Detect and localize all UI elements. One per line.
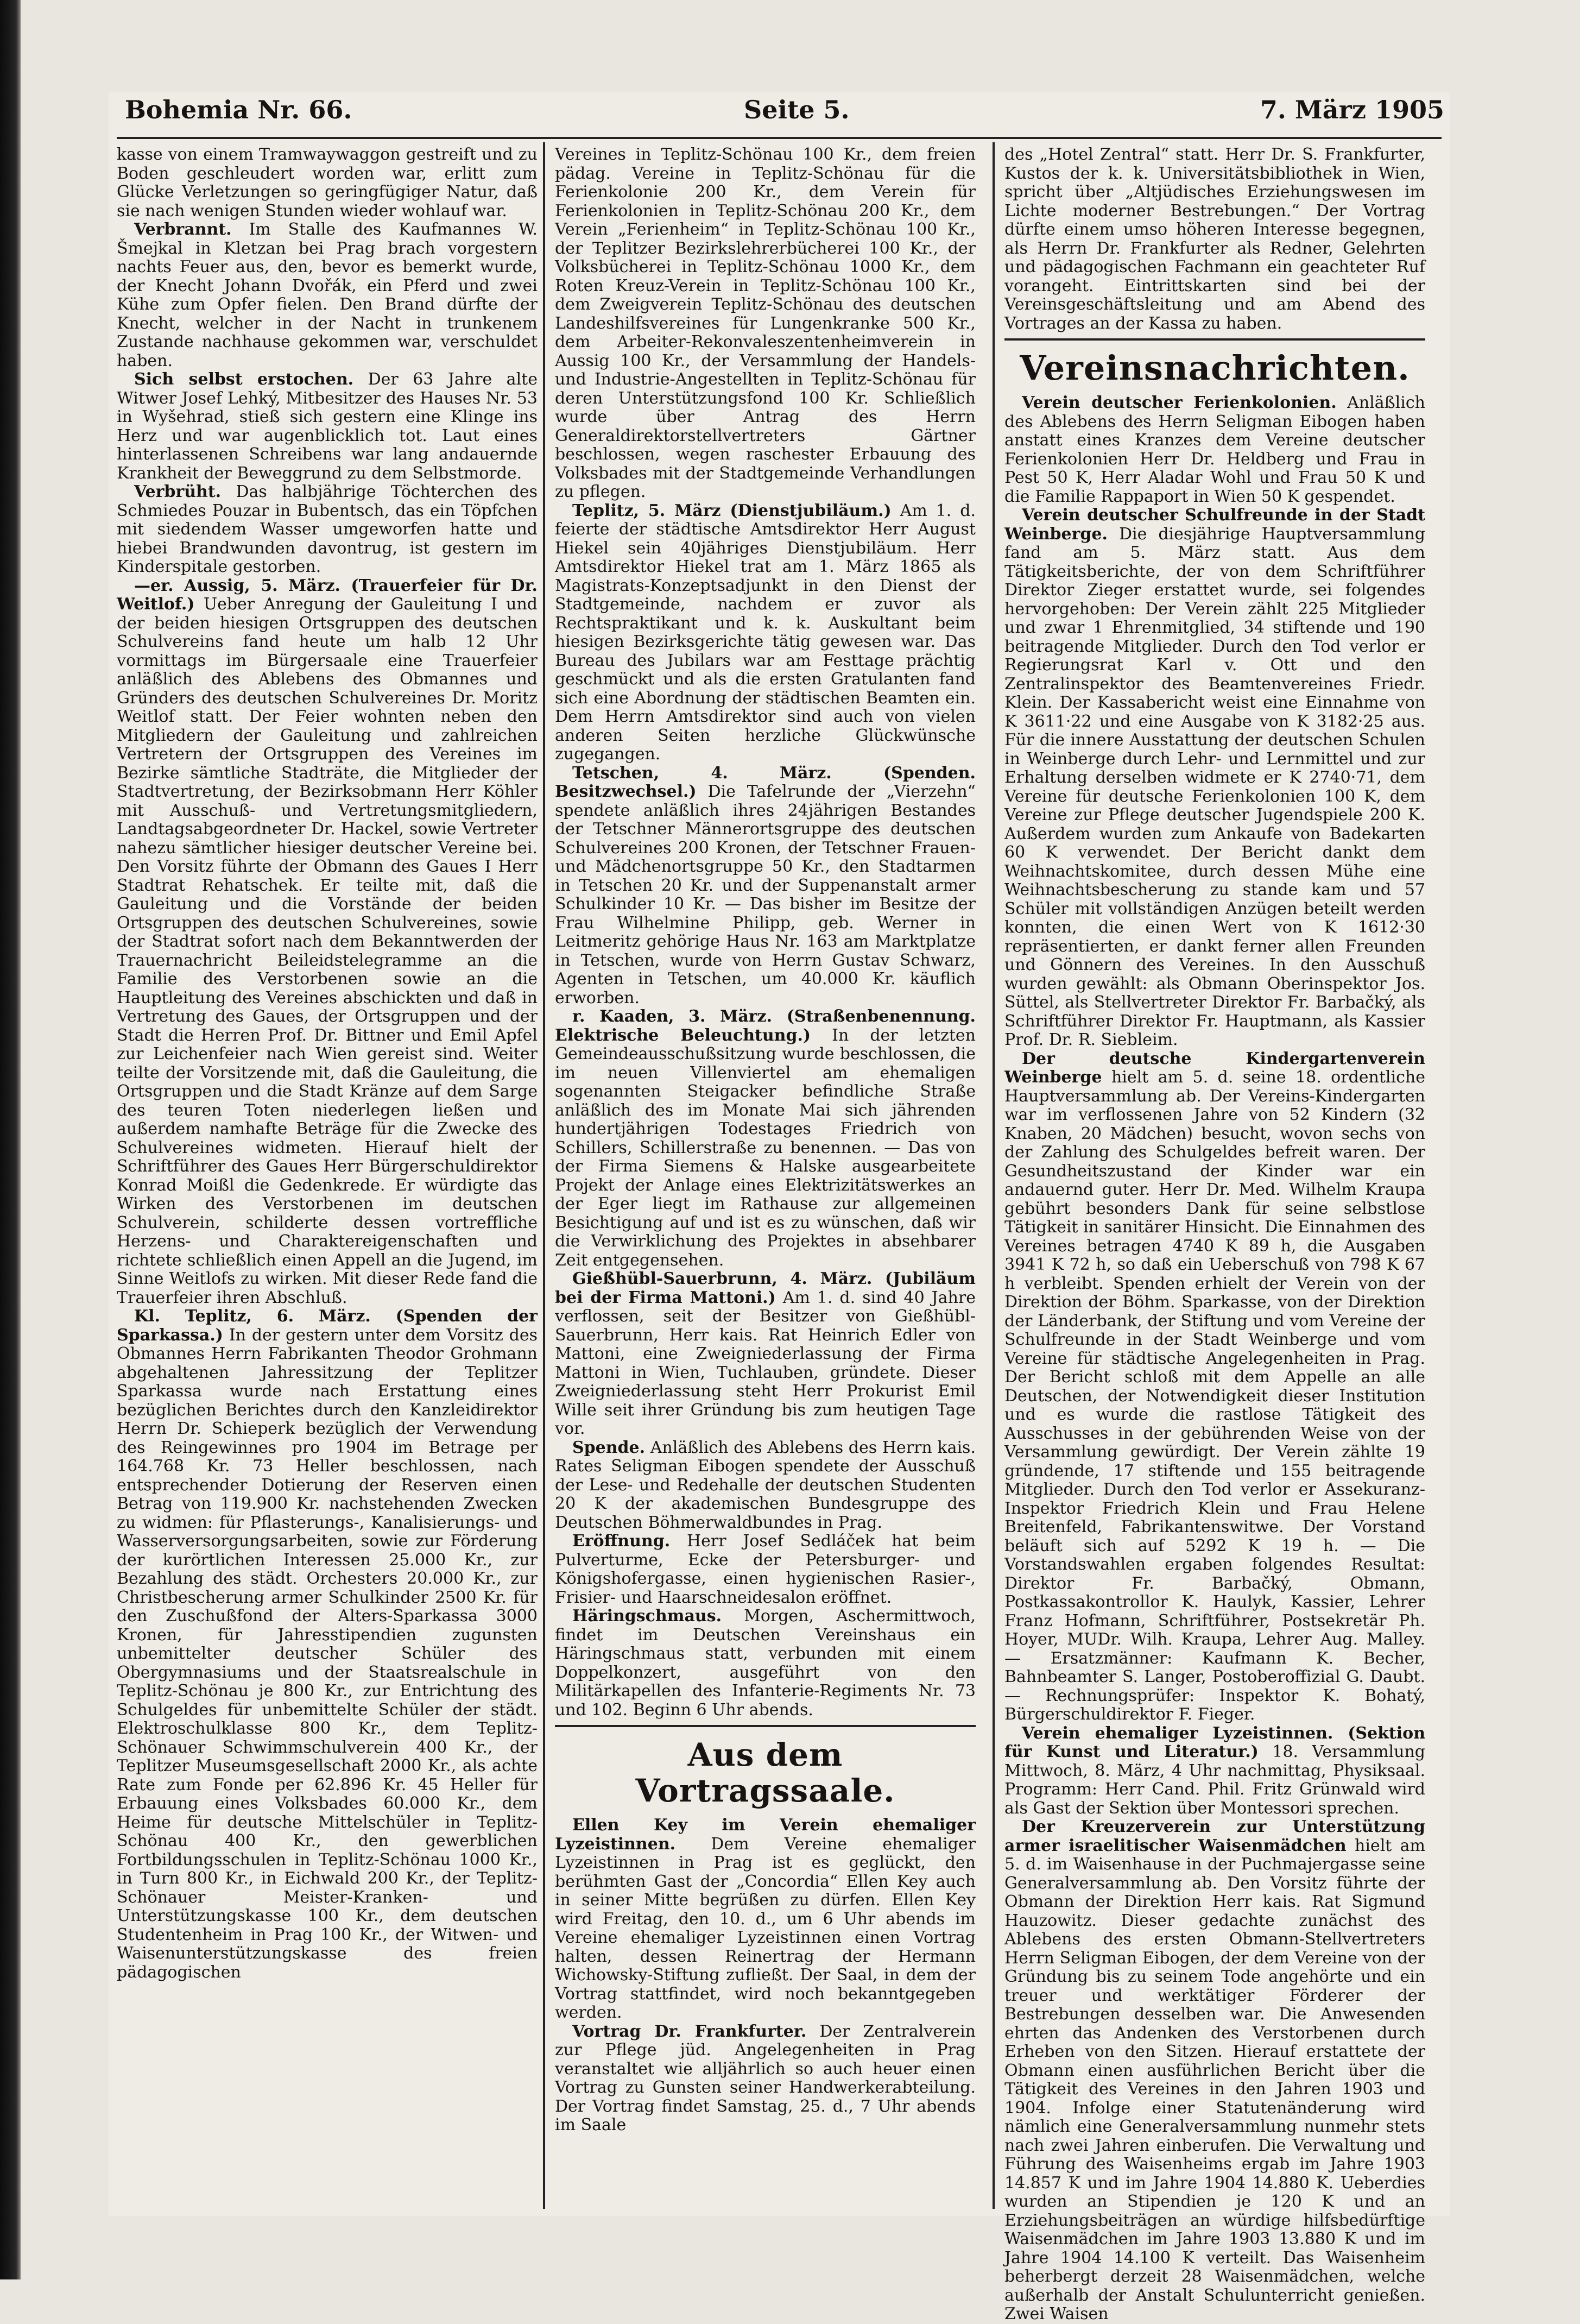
article-heading: Verein deutscher Ferienkolonien. bbox=[1022, 393, 1337, 412]
page-number: Seite 5. bbox=[744, 95, 850, 124]
article-paragraph bbox=[1004, 1818, 1425, 2324]
article-text: Anläßlich des Ablebens des Herrn Seligman Eibogen haben anstatt eines Kranzes dem Vereine deutscher Ferienkolonien Herr Dr. Heldberg und Frau in Pest 50 K, Herr Aladar Wohl und Frau 50 K und die Familie Rappaport in Wien 50 K gespendet. bbox=[1004, 393, 1425, 506]
article-text: Am 1. d. sind 40 Jahre verflossen, seit der Besitzer von Gießhübl-Sauerbrunn, Herr kais. Rat Heinrich Edler von Mattoni, eine Zweigniederlassung der Firma Mattoni in Wien, Tuchlauben, gründete. Dieser Zweigniederlassung steht Herr Prokurist Emil Wille seit ihrer Gründung bis zum heutigen Tage vor. bbox=[555, 1288, 976, 1438]
article-paragraph bbox=[555, 1607, 976, 1720]
article-text: Das halbjährige Töchterchen des Schmiedes Pouzar in Bubentsch, das ein Töpfchen mit siedendem Wasser umgeworfen hatte und hiebei Brandwunden davontrug, ist gestern im Kinderspitale gestorben. bbox=[117, 482, 538, 576]
article-text: Der 63 Jahre alte Witwer Josef Lehký, Mitbesitzer des Hauses Nr. 53 in Wyšehrad, stieß sich gestern eine Klinge ins Herz und war augenblicklich tot. Laut eines hinterlassenen Schreibens war lang andauernde Krankheit der Beweggrund zu dem Selbstmorde. bbox=[117, 370, 538, 483]
article-heading: Sich selbst erstochen. bbox=[134, 370, 354, 389]
article-heading: Verbrannt. bbox=[134, 220, 232, 239]
article-text: Anläßlich des Ablebens des Herrn kais. Rates Seligman Eibogen spendete der Ausschuß der Lese- und Redehalle der deutschen Studenten 20 K der akademischen Bundesgruppe des Deutschen Böhmerwaldbundes in Prag. bbox=[555, 1438, 976, 1532]
article-text: 18. Versammlung Mittwoch, 8. März, 4 Uhr nachmittag, Physiksaal. Programm: Herr Cand. Phil. Fritz Grünwald wird als Gast der Sektion über Montessori sprechen. bbox=[1004, 1742, 1425, 1818]
article-paragraph bbox=[1004, 1724, 1425, 1818]
article-text: Die diesjährige Hauptversammlung fand am 5. März statt. Aus dem Tätigkeitsberichte, der von dem Schriftführer Direktor Zieger erstattet wurde, sei folgendes hervorgehoben: Der Verein zählt 225 Mitglieder und zwar 1 Ehrenmitglied, 34 stiftende und 190 beitragende Mitglieder. Durch den Tod verlor er Regierungsrat Karl v. Ott und den Zentralinspektor des Beamtenvereines Friedr. Klein. Der Kassabericht weist eine Einnahme von K 3611·22 und eine Ausgabe von K 3182·25 aus. Für die innere Ausstattung der deutschen Schulen in Weinberge durch Lehr- und Lernmittel und zur Erhaltung derselben widmete er K 2740·71, dem Vereine für deutsche Ferienkolonien 100 K, dem Vereine zur Pflege deutscher Jugendspiele 200 K. Außerdem wurden zum Ankaufe von Badekarten 60 K verwendet. Der Bericht dankt dem Weihnachtskomitee, durch dessen Mühe eine Weihnachtsbescherung zu stande kam und 57 Schüler mit vollständigen Anzügen beteilt werden konnten, die einen Wert von K 1612·30 repräsentierten, er dankt ferner allen Freunden und Gönnern des Vereines. In den Ausschuß wurden gewählt: als Obmann Oberinspektor Jos. Süttel, als Stellvertreter Direktor Fr. Barbačký, als Schriftführer Direktor Fr. Hauptmann, als Kassier Prof. Dr. R. Siebleim. bbox=[1004, 524, 1425, 1049]
article-heading: Verbrüht. bbox=[134, 482, 222, 501]
article-heading: —er. Aussig, 5. März. (Trauerfeier für Dr. Weitlof.) bbox=[117, 576, 538, 614]
article-heading: r. Kaaden, 3. März. (Straßenbenennung. Elektrische Beleuchtung.) bbox=[555, 1007, 976, 1045]
article-paragraph bbox=[555, 2023, 976, 2135]
article-heading: Der Kreuzerverein zur Unterstützung armer israelitischer Waisenmädchen bbox=[1004, 1817, 1425, 1855]
article-paragraph bbox=[1004, 394, 1425, 506]
article-paragraph bbox=[555, 764, 976, 1008]
article-paragraph bbox=[555, 1816, 976, 2023]
column-divider-1 bbox=[543, 142, 545, 2209]
article-text: Dem Vereine ehemaliger Lyzeistinnen in Prag ist es geglückt, den berühmten Gast der „Concordia“ Ellen Key auch in seiner Mitte begrüßen zu dürfen. Ellen Key wird Freitag, den 10. d., um 6 Uhr abends im Vereine ehemaliger Lyzeistinnen einen Vortrag halten, dessen Reinertrag der Hermann Wichowsky-Stiftung zufließt. Der Saal, in dem der Vortrag stattfindet, wird noch bekanntgegeben werden. bbox=[555, 1834, 976, 2022]
column-1 bbox=[117, 146, 538, 2209]
article-paragraph bbox=[117, 146, 538, 221]
article-paragraph bbox=[117, 221, 538, 370]
column-divider-2 bbox=[993, 142, 995, 2209]
article-heading: Verein deutscher Schulfreunde in der Stadt Weinberge. bbox=[1004, 506, 1425, 544]
article-paragraph bbox=[1004, 506, 1425, 1050]
header-rule bbox=[117, 137, 1442, 139]
article-text: Der Zentralverein zur Pflege jüd. Angelegenheiten in Prag veranstaltet wie alljährlich so auch heuer einen Vortrag zu Gunsten seiner Handwerkerabteilung. Der Vortrag findet Samstag, 25. d., 7 Uhr abends im Saale bbox=[555, 2021, 976, 2134]
article-paragraph bbox=[555, 1532, 976, 1607]
article-text: hielt am 5. d. im Waisenhause in der Puchmajergasse seine Generalversammlung ab. Den Vorsitz führte der Obmann der Direktion Herr kais. Rat Sigmund Hauzowitz. Dieser gedachte zunächst des Ablebens des ersten Obmann-Stellvertreters Herrn Seligman Eibogen, der dem Vereine von der Gründung bis zu seinem Tode angehörte und ein treuer und werktätiger Förderer der Bestrebungen desselben war. Die Anwesenden ehrten das Andenken des Verstorbenen durch Erheben von den Sitzen. Hierauf erstattete der Obmann einen ausführlichen Bericht über die Tätigkeit des Vereines in den Jahren 1903 und 1904. Infolge einer Statutenänderung wird nämlich eine Generalversammlung nunmehr stets nach zwei Jahren einberufen. Die Verwaltung und Führung des Waisenheims ergab im Jahre 1903 14.857 K und im Jahre 1904 14.880 K. Ueberdies wurden an Stipendien je 120 K und an Erziehungsbeiträgen an würdige hilfsbedürftige Waisenmädchen im Jahre 1903 13.880 K und im Jahre 1904 14.100 K verteilt. Das Waisenheim beherbergt derzeit 28 Waisenmädchen, welche außerhalb der Anstalt Schulunterricht genießen. Zwei Waisen bbox=[1004, 1836, 1425, 2323]
article-text: kasse von einem Tramwaywaggon gestreift und zu Boden geschleudert worden war, erlitt zum Glücke Verletzungen so geringfügiger Natur, daß sie nach wenigen Stunden wieder wohlauf war. bbox=[117, 145, 538, 221]
article-text: Ueber Anregung der Gauleitung I und der beiden hiesigen Ortsgruppen des deutschen Schulvereins fand heute um halb 12 Uhr vormittags im Bürgersaale eine Trauerfeier anläßlich des Ablebens des Obmannes und Gründers des deutschen Schulvereines Dr. Moritz Weitlof statt. Der Feier wohnten neben den Mitgliedern der Gauleitung und zahlreichen Vertretern der Ortsgruppen des Vereines im Bezirke sämtliche Stadträte, die Mitglieder der Stadtvertretung, der Bezirksobmann Herr Köhler mit Ausschuß- und Vertretungsmitgliedern, Landtagsabgeordneter Dr. Hackel, sowie Vertreter nahezu sämtlicher hiesiger deutscher Vereine bei. Den Vorsitz führte der Obmann des Gaues I Herr Stadtrat Rehatschek. Er teilte mit, daß die Gauleitung und die Vorstände der beiden Ortsgruppen des deutschen Schulvereines, sowie der Stadtrat sofort nach dem Bekanntwerden der Trauernachricht Beileidstelegramme an die Familie des Verstorbenen sowie an die Hauptleitung des Vereines abschickten und daß in Vertretung des Gaues, der Ortsgruppen und der Stadt die Herren Prof. Dr. Bittner und Emil Apfel zur Leichenfeier nach Wien gereist sind. Weiter teilte der Vorsitzende mit, daß die Gauleitung, die Ortsgruppen und die Stadt Kränze auf dem Sarge des teuren Toten niederlegen ließen und außerdem namhafte Beträge für die Zwecke des Schulvereines widmeten. Hierauf hielt der Schriftführer des Gaues Herr Bürgerschuldirektor Konrad Moißl die Gedenkrede. Er würdigte das Wirken des Verstorbenen im deutschen Schulverein, schilderte dessen vortreffliche Herzens- und Charaktereigenschaften und richtete schließlich einen Appell an die Jugend, im Sinne Weitlofs zu wirken. Mit dieser Rede fand die Trauerfeier ihren Abschluß. bbox=[117, 595, 538, 1307]
article-paragraph bbox=[1004, 146, 1425, 333]
article-paragraph bbox=[1004, 1050, 1425, 1724]
article-paragraph bbox=[555, 1007, 976, 1270]
article-paragraph bbox=[117, 1307, 538, 1982]
section-title: Vereinsnachrichten. bbox=[1020, 348, 1410, 388]
article-heading: Verein ehemaliger Lyzeistinnen. (Sektion für Kunst und Literatur.) bbox=[1004, 1723, 1425, 1761]
column-3 bbox=[1004, 145, 1425, 2323]
article-paragraph bbox=[117, 577, 538, 1308]
article-paragraph bbox=[555, 1439, 976, 1533]
section-title: Aus dem Vortragssaale. bbox=[635, 1736, 895, 1809]
book-binding-edge bbox=[0, 0, 21, 2279]
article-heading: Eröffnung. bbox=[572, 1532, 671, 1551]
article-text: Herr Josef Sedláček hat beim Pulverturme, Ecke der Petersburger- und Königshofergasse, einen hygienischen Rasier-, Frisier- und Haarschneidesalon eröffnet. bbox=[555, 1532, 976, 1607]
article-text: des „Hotel Zentral“ statt. Herr Dr. S. Frankfurter, Kustos der k. k. Universitätsbibliothek in Wien, spricht über „Altjüdisches Erziehungswesen im Lichte moderner Bestrebungen.“ Der Vortrag dürfte einem umso höheren Interesse begegnen, als Herrn Dr. Frankfurter als Redner, Gelehrten und pädagogischen Fachmann ein geachteter Ruf vorangeht. Eintrittskarten sind bei der Vereinsgeschäftsleitung und am Abend des Vortrages an der Kassa zu haben. bbox=[1004, 145, 1425, 333]
article-text: hielt am 5. d. seine 18. ordentliche Hauptversammlung ab. Der Vereins-Kindergarten war im verflossenen Jahre von 52 Kindern (32 Knaben, 20 Mädchen) besucht, wovon sechs von der Zahlung des Schulgeldes befreit waren. Der Gesundheitszustand der Kinder war ein andauernd guter. Herr Dr. Med. Wilhelm Kraupa gebührt besonders Dank für seine selbstlose Tätigkeit in sanitärer Hinsicht. Die Einnahmen des Vereines betragen 4740 K 89 h, die Ausgaben 3941 K 72 h, so daß ein Ueberschuß von 798 K 67 h verbleibt. Spenden erhielt der Verein von der Direktion der Böhm. Sparkasse, von der Direktion der Länderbank, der Stiftung und vom Vereine der Schulfreunde in der Stadt Weinberge und vom Vereine für städtische Angelegenheiten in Prag. Der Bericht schloß mit dem Appelle an alle Deutschen, der Notwendigkeit dieser Institution und es wurde die rastlose Tätigkeit des Ausschusses in der gebührenden Weise von der Versammlung gewürdigt. Der Verein zählte 19 gründende, 17 stiftende und 155 beitragende Mitglieder. Durch den Tod verlor er Assekuranz-Inspektor Friedrich Klein und Frau Helene Breitenfeld, Fabrikantenswitwe. Der Vorstand beläuft sich auf 5292 K 19 h. — Die Vorstandswahlen ergaben folgendes Resultat: Direktor Fr. Barbačký, Obmann, Postkassakontrollor K. Haulyk, Kassier, Lehrer Franz Hofmann, Schriftführer, Postsekretär Ph. Hoyer, MUDr. Wilh. Kraupa, Lehrer Aug. Malley. — Ersatzmänner: Kaufmann K. Becher, Bahnbeamter S. Langer, Postoberoffizial G. Daubt. — Rechnungsprüfer: Inspektor K. Bohatý, Bürgerschuldirektor F. Fieger. bbox=[1004, 1068, 1425, 1724]
article-heading: Ellen Key im Verein ehemaliger Lyzeistinnen. bbox=[555, 1816, 976, 1854]
section-rule bbox=[555, 1725, 976, 1727]
article-heading: Kl. Teplitz, 6. März. (Spenden der Sparkassa.) bbox=[117, 1307, 538, 1345]
section-rule bbox=[1004, 338, 1425, 341]
article-heading: Tetschen, 4. März. (Spenden. Besitzwechsel.) bbox=[555, 763, 976, 801]
article-paragraph bbox=[555, 502, 976, 764]
article-text: Morgen, Aschermittwoch, findet im Deutschen Vereinshaus ein Häringschmaus statt, verbunden mit einem Doppelkonzert, ausgeführt von den Militärkapellen des Infanterie-Regiments Nr. 73 und 102. Beginn 6 Uhr abends. bbox=[555, 1607, 976, 1720]
publication-name: Bohemia Nr. 66. bbox=[125, 95, 352, 124]
article-paragraph bbox=[117, 370, 538, 483]
article-paragraph bbox=[117, 483, 538, 577]
article-text: Am 1. d. feierte der städtische Amtsdirektor Herr August Hiekel sein 40jähriges Dienstjubiläum. Herr Amtsdirektor Hiekel trat am 1. März 1865 als Magistrats-Konzeptsadjunkt in den Dienst der Stadtgemeinde, nachdem er zuvor als Rechtspraktikant und k. k. Auskultant beim hiesigen Bezirksgerichte tätig gewesen war. Das Bureau des Jubilars war am Festtage prächtig geschmückt und als die ersten Gratulanten fand sich eine Abordnung der städtischen Beamten ein. Dem Herrn Amtsdirektor sind auch von vielen anderen Seiten herzliche Glückwünsche zugegangen. bbox=[555, 501, 976, 764]
issue-date: 7. März 1905 bbox=[1260, 95, 1444, 124]
page-header bbox=[109, 95, 1450, 133]
article-text: In der letzten Gemeindeausschußsitzung wurde beschlossen, die im neuen Villenviertel am ehemaligen sogenannten Steigacker befindliche Straße anläßlich des im Monate Mai sich jährenden hundertjährigen Todestages Friedrich von Schillers, Schillerstraße zu benennen. — Das von der Firma Siemens & Halske ausgearbeitete Projekt der Anlage eines Elektrizitätswerkes an der Eger liegt im Rathause zur allgemeinen Besichtigung auf und ist es zu wünschen, daß wir die Verwirklichung des Projektes in absehbarer Zeit entgegensehen. bbox=[555, 1025, 976, 1270]
article-heading: Vortrag Dr. Frankfurter. bbox=[572, 2021, 807, 2041]
article-text: In der gestern unter dem Vorsitz des Obmannes Herrn Fabrikanten Theodor Grohmann abgehaltenen Jahressitzung der Teplitzer Sparkassa wurde nach Erstattung eines bezüglichen Berichtes durch den Kanzleidirektor Herrn Dr. Schieperk bezüglich der Verwendung des Reingewinnes pro 1904 im Betrage per 164.768 Kr. 73 Heller beschlossen, nach entsprechender Dotierung der Reserven einen Betrag von 119.900 Kr. nachstehenden Zwecken zu widmen: für Pflasterungs-, Kanalisierungs- und Wasserversorgungsarbeiten, sowie zur Förderung der kurörtlichen Interessen 25.000 Kr., zur Bezahlung des städt. Orchesters 20.000 Kr., zur Christbescherung armer Schulkinder 2500 Kr. für den Zuschußfond der Alters-Sparkassa 3000 Kronen, für Jahresstipendien zugunsten unbemittelter deutscher Schüler des Obergymnasiums und der Staatsrealschule in Teplitz-Schönau je 800 Kr., zur Entrichtung des Schulgeldes für unbemittelte Schüler der städt. Elektroschulklasse 800 Kr., dem Teplitz-Schönauer Schwimmschulverein 400 Kr., der Teplitzer Museumsgesellschaft 2000 Kr., als achte Rate zum Fonde per 62.896 Kr. 45 Heller für Erbauung eines Volksbades 60.000 Kr., dem Heime für deutsche Mittelschüler in Teplitz-Schönau 400 Kr., den gewerblichen Fortbildungsschulen in Teplitz-Schönau 1000 Kr., in Turn 800 Kr., in Eichwald 200 Kr., der Teplitz-Schönauer Meister-Kranken- und Unterstützungskasse 100 Kr., dem deutschen Studentenheim in Prag 100 Kr., der Witwen- und Waisenunterstützungskasse des freien pädagogischen bbox=[117, 1325, 538, 1982]
article-heading: Gießhübl-Sauerbrunn, 4. März. (Jubiläum bei der Firma Mattoni.) bbox=[555, 1269, 976, 1307]
article-heading: Spende. bbox=[572, 1438, 646, 1457]
article-paragraph bbox=[555, 146, 976, 502]
article-text: Vereines in Teplitz-Schönau 100 Kr., dem freien pädag. Vereine in Teplitz-Schönau für die Ferienkolonie 200 Kr., dem Verein für Ferienkolonien in Teplitz-Schönau 200 Kr., dem Verein „Ferienheim“ in Teplitz-Schönau 100 Kr., der Teplitzer Bezirkslehrerbücherei 100 Kr., der Volksbücherei in Teplitz-Schönau 1000 Kr., dem Roten Kreuz-Verein in Teplitz-Schönau 100 Kr., dem Zweigverein Teplitz-Schönau des deutschen Landeshilfsvereines für Lungenkranke 500 Kr., dem Arbeiter-Rekonvaleszentenheimverein in Aussig 100 Kr., der Versammlung der Handels- und Industrie-Angestellten in Teplitz-Schönau für deren Unterstützungsfond 100 Kr. Schließlich wurde über Antrag des Herrn Generaldirektorstellvertreters Gärtner beschlossen, wegen raschester Erbauung des Volksbades mit der Stadtgemeinde Verhandlungen zu pflegen. bbox=[555, 145, 976, 501]
article-heading: Der deutsche Kindergartenverein Weinberge bbox=[1004, 1049, 1425, 1087]
column-2 bbox=[555, 146, 976, 2209]
article-text: Die Tafelrunde der „Vierzehn“ spendete anläßlich ihres 24jährigen Bestandes der Tetschner Männerortsgruppe des deutschen Schulvereines 200 Kronen, der Tetschner Frauen- und Mädchenortsgruppe 50 Kr., den Stadtarmen in Tetschen 20 Kr. und der Suppenanstalt armer Schulkinder 10 Kr. — Das bisher im Besitze der Frau Wilhelmine Philipp, geb. Werner in Leitmeritz gehörige Haus Nr. 163 am Marktplatze in Tetschen, wurde von Herrn Gustav Schwarz, Agenten in Tetschen, um 40.000 Kr. käuflich erworben. bbox=[555, 782, 976, 1007]
article-heading: Häringschmaus. bbox=[572, 1607, 722, 1626]
article-text: Im Stalle des Kaufmannes W. Šmejkal in Kletzan bei Prag brach vorgestern nachts Feuer aus, den, bevor es bemerkt wurde, der Knecht Johann Dvořák, ein Pferd und zwei Kühe zum Opfer fielen. Den Brand dürfte der Knecht, welcher in der Nacht in trunkenem Zustande nachhause gekommen war, verschuldet haben. bbox=[117, 220, 538, 370]
article-paragraph bbox=[555, 1270, 976, 1439]
article-heading: Teplitz, 5. März (Dienstjubiläum.) bbox=[572, 501, 892, 520]
